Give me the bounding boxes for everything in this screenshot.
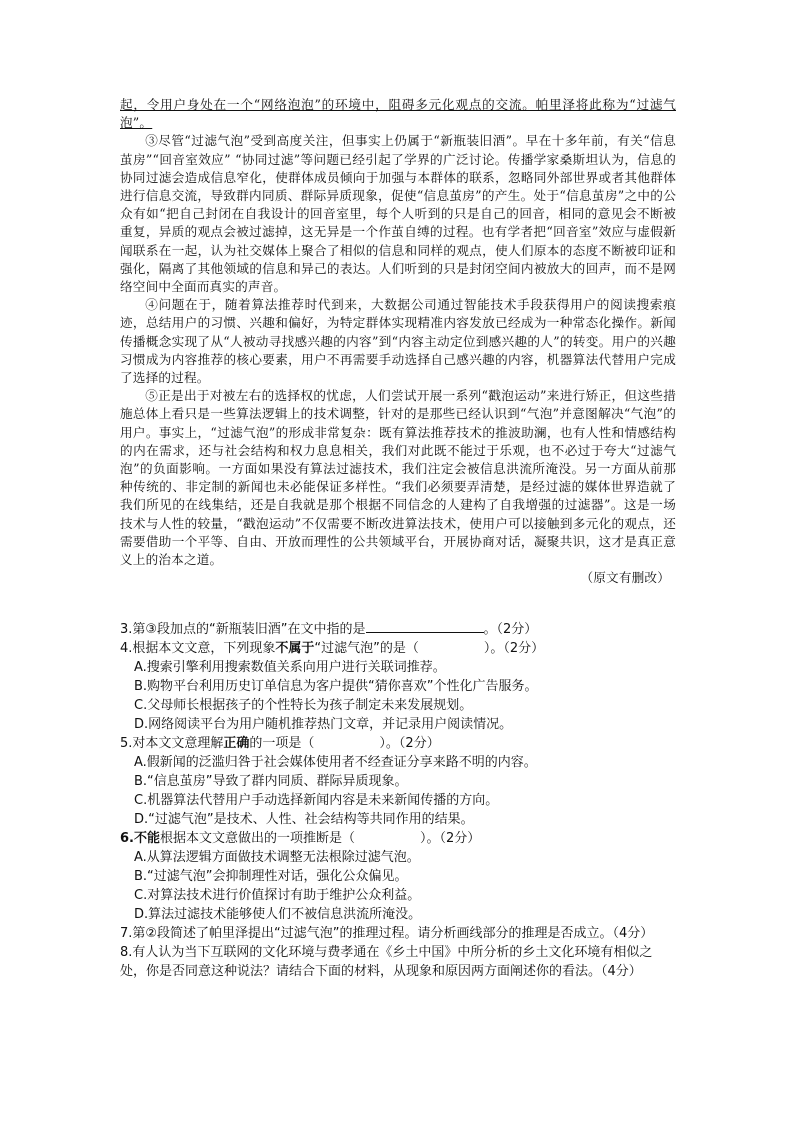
question-4-tail: “过滤气泡”的是（ ）。（2分） bbox=[314, 641, 545, 656]
option-4d[interactable]: D.网络阅读平台为用户随机推荐热门文章，并记录用户阅读情况。 bbox=[134, 717, 513, 732]
option-4b[interactable]: B.购物平台利用历史订单信息为客户提供“猜你喜欢”个性化广告服务。 bbox=[134, 679, 538, 694]
paragraph-3: ③尽管“过滤气泡”受到高度关注，但事实上仍属于“新瓶装旧酒”。早在十多年前，有关“信息茧房”“回音室效应” “协同过滤”等问题已经引起了学界的广泛讨论。传播学家桑斯坦认为，信息的协同过滤会造成信息窄化，使群体成员倾向于加强与本群体的联系，忽略同外部世界或者其他群体进行信息交流，导致群内同质、群际异质现象，促使“信息茧房”的产生。处于“信息茧房”之中的公众有如“把自己封闭在自我设计的回音室里，每个人听到的只是自己的回音，相同的意见会不断被重复，异质的观点会被过滤掉，这无异是一个作茧自缚的过程。也有学者把“回音室”效应与虚假新闻联系在一起，认为社交媒体上聚合了相似的信息和同样的观点，使人们原本的态度不断被印证和强化，隔离了其他领域的信息和异己的表达。人们听到的只是封闭空间内被放大的回声，而不是网络空间中全面而真实的声音。 bbox=[120, 133, 676, 295]
option-5b[interactable]: B.“信息茧房”导致了群内同质、群际异质现象。 bbox=[134, 774, 408, 789]
question-5-stem: 5.对本文文意理解 bbox=[120, 736, 224, 751]
question-4-stem: 4.根据本文文意，下列现象 bbox=[120, 641, 276, 656]
paragraph-2-end bbox=[120, 96, 676, 132]
option-6c[interactable]: C.对算法技术进行价值探讨有助于维护公众利益。 bbox=[134, 888, 421, 903]
question-6-emphasis: 6.不能 bbox=[120, 831, 160, 846]
question-5-tail: 的一项是（ ）。（2分） bbox=[249, 736, 440, 751]
question-3 bbox=[120, 620, 676, 639]
question-6 bbox=[120, 829, 676, 848]
option-4a[interactable]: A.搜索引擎利用搜索数值关系向用户进行关联词推荐。 bbox=[134, 660, 446, 675]
question-3-stem: 3.第③段加点的“新瓶装旧酒”在文中指的是 bbox=[120, 622, 366, 637]
reading-passage bbox=[120, 96, 676, 587]
answer-blank[interactable] bbox=[366, 620, 484, 633]
question-5-emphasis: 正确 bbox=[223, 736, 250, 751]
paragraph-5: ⑤正是出于对被左右的选择权的忧虑，人们尝试开展一系列“戳泡运动”来进行矫正，但这些措施总体上看只是一些算法逻辑上的技术调整，针对的是那些已经认识到“气泡”并意图解决“气泡”的用户。事实上，“过滤气泡”的形成非常复杂：既有算法推荐技术的推波助澜，也有人性和情感结构的内在需求，还与社会结构和权力息息相关，我们对此既不能过于乐观，也不必过于夸大“过滤气泡”的负面影响。一方面如果没有算法过滤技术，我们注定会被信息洪流所淹没。另一方面从前那种传统的、非定制的新闻也未必能保证多样性。“我们必须要弄清楚，是经过滤的媒体世界造就了我们所见的在线集结，还是自我就是那个根据不同信念的人建构了自我增强的过滤器”。这是一场技术与人性的较量，“戳泡运动”不仅需要不断改进算法技术，使用户可以接触到多元化的观点，还需要借助一个平等、自由、开放而理性的公共领域平台，开展协商对话，凝聚共识，这才是真正意义上的治本之道。 bbox=[120, 388, 676, 568]
option-6b[interactable]: B.“过滤气泡”会抑制理性对话，强化公众偏见。 bbox=[134, 869, 408, 884]
option-6a[interactable]: A.从算法逻辑方面做技术调整无法根除过滤气泡。 bbox=[134, 850, 420, 865]
paragraph-4: ④问题在于，随着算法推荐时代到来，大数据公司通过智能技术手段获得用户的阅读搜索痕迹，总结用户的习惯、兴趣和偏好，为特定群体实现精准内容发放已经成为一种常态化操作。新闻传播概念实现了从“人被动寻找感兴趣的内容”到“内容主动定位到感兴趣的人”的转变。用户的兴趣习惯成为内容推荐的核心要素，用户不再需要手动选择自己感兴趣的内容，机器算法代替用户完成了选择的过程。 bbox=[120, 297, 676, 386]
option-5d[interactable]: D.“过滤气泡”是技术、人性、社会结构等共同作用的结果。 bbox=[134, 812, 474, 827]
question-list bbox=[120, 620, 676, 981]
option-5a[interactable]: A.假新闻的泛滥归咎于社会媒体使用者不经查证分享来路不明的内容。 bbox=[134, 755, 537, 770]
question-3-score: 。（2分） bbox=[483, 622, 538, 637]
question-4 bbox=[120, 639, 676, 658]
underlined-reasoning: 起，令用户身处在一个“网络泡泡”的环境中，阻碍多元化观点的交流。帕里泽将此称为“过滤气泡”。 bbox=[120, 97, 676, 131]
source-note: （原文有删改） bbox=[580, 570, 670, 586]
question-4-emphasis: 不属于 bbox=[275, 641, 315, 656]
option-5c[interactable]: C.机器算法代替用户手动选择新闻内容是未来新闻传播的方向。 bbox=[134, 793, 499, 808]
question-5 bbox=[120, 734, 676, 753]
option-4c[interactable]: C.父母师长根据孩子的个性特长为孩子制定未来发展规划。 bbox=[134, 698, 473, 713]
question-6-tail: 根据本文文意做出的一项推断是（ ）。（2分） bbox=[159, 831, 481, 846]
question-7: 7.第②段简述了帕里泽提出“过滤气泡”的推理过程。请分析画线部分的推理是否成立。（4分） bbox=[120, 926, 654, 941]
question-8: 8.有人认为当下互联网的文化环境与费孝通在《乡土中国》中所分析的乡土文化环境有相似之处，你是否同意这种说法？请结合下面的材料，从现象和原因两方面阐述你的看法。（4分） bbox=[120, 945, 653, 979]
option-6d[interactable]: D.算法过滤技术能够使人们不被信息洪流所淹没。 bbox=[134, 907, 422, 922]
